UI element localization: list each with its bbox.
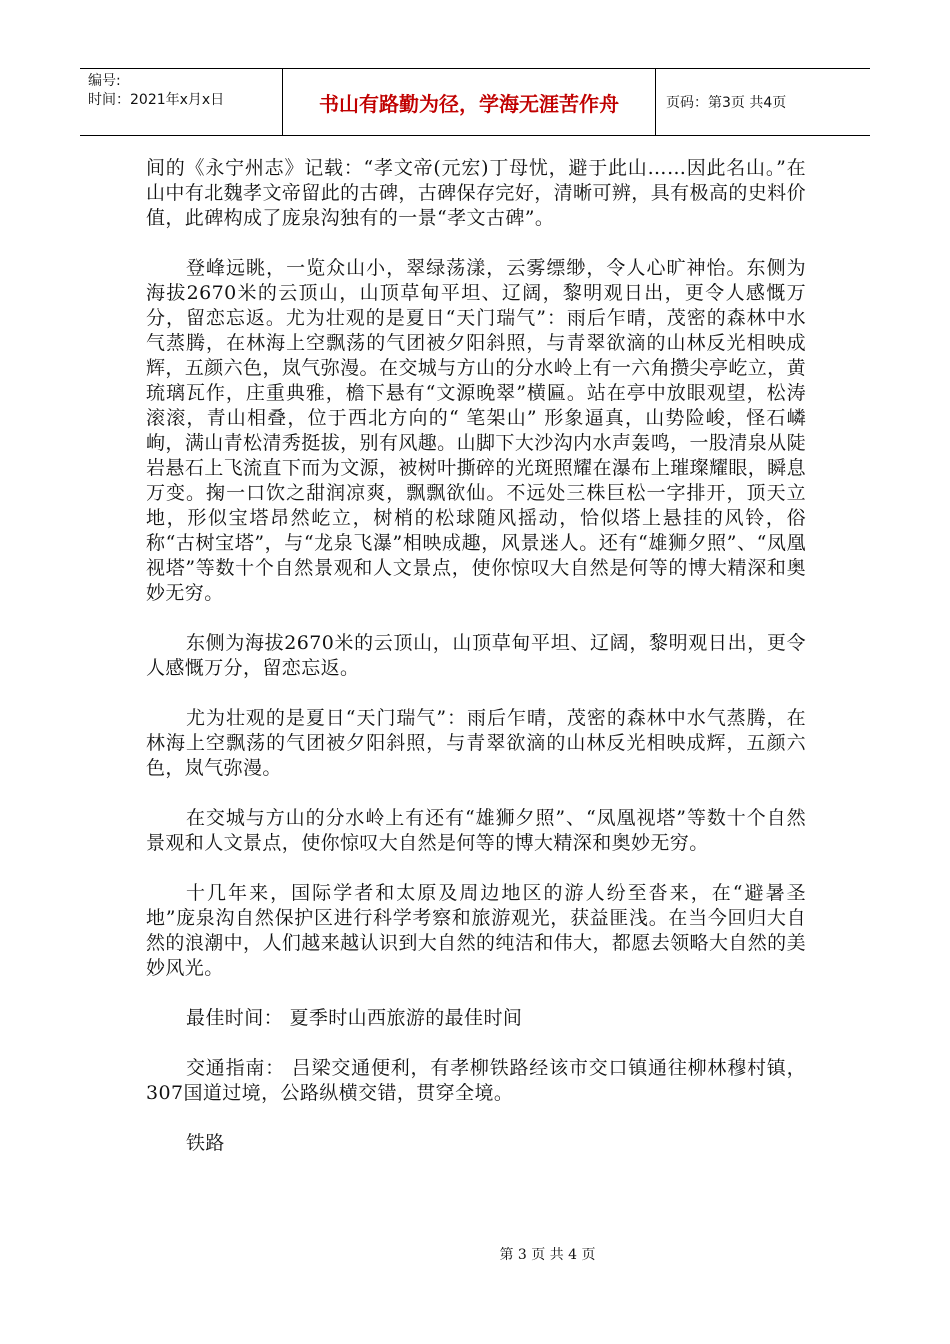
document-body — [146, 156, 806, 1181]
header-motto: 书山有路勤为径，学海无涯苦作舟 — [283, 69, 656, 135]
paragraph: 在交城与方山的分水岭上有还有“雄狮夕照”、“凤凰视塔”等数十个自然景观和人文景点，使你惊叹大自然是何等的博大精深和奥妙无穷。 — [146, 807, 806, 854]
paragraph: 间的《永宁州志》记载：“孝文帝(元宏)丁母忧，避于此山……因此名山。”在山中有北魏孝文帝留此的古碑，古碑保存完好，清晰可辨，具有极高的史料价值，此碑构成了庞泉沟独有的一景“孝文古碑”。 — [146, 157, 806, 229]
paragraph: 最佳时间： 夏季时山西旅游的最佳时间 — [186, 1007, 523, 1029]
paragraph: 交通指南： 吕梁交通便利，有孝柳铁路经该市交口镇通往柳林穆村镇，307国道过境，公路纵横交错，贯穿全境。 — [146, 1057, 806, 1104]
paragraph: 东侧为海拔2670米的云顶山，山顶草甸平坦、辽阔，黎明观日出，更令人感慨万分，留恋忘返。 — [146, 632, 806, 679]
paragraph: 铁路 — [186, 1132, 225, 1154]
number-label: 编号: — [88, 73, 121, 89]
paragraph: 十几年来，国际学者和太原及周边地区的游人纷至沓来，在“避暑圣地”庞泉沟自然保护区进行科学考察和旅游观光，获益匪浅。在当今回归大自然的浪潮中，人们越来越认识到大自然的纯洁和伟大，都愿去领略大自然的美妙风光。 — [146, 882, 806, 979]
time-label: 时间：2021年x月x日 — [88, 92, 225, 108]
page-header — [80, 68, 870, 136]
header-page-info: 页码：第3页 共4页 — [666, 95, 787, 111]
paragraph: 尤为壮观的是夏日“天门瑞气”：雨后乍晴，茂密的森林中水气蒸腾，在林海上空飘荡的气团被夕阳斜照，与青翠欲滴的山林反光相映成辉，五颜六色，岚气弥漫。 — [146, 707, 806, 779]
header-meta — [80, 69, 283, 135]
page-footer: 第 3 页 共 4 页 — [499, 1247, 596, 1263]
paragraph: 登峰远眺，一览众山小，翠绿荡漾，云雾缥缈，令人心旷神怡。东侧为海拔2670米的云顶山，山顶草甸平坦、辽阔，黎明观日出，更令人感慨万分，留恋忘返。尤为壮观的是夏日“天门瑞气”：雨后乍晴，茂密的森林中水气蒸腾，在林海上空飘荡的气团被夕阳斜照，与青翠欲滴的山林反光相映成辉，五颜六色，岚气弥漫。在交城与方山的分水岭上有一六角攒尖亭屹立，黄琉璃瓦作，庄重典雅，檐下悬有“文源晚翠”横匾。站在亭中放眼观望，松涛滚滚，青山相叠，位于西北方向的“ 笔架山” 形象逼真，山势险峻，怪石嶙峋，满山青松清秀挺拔，别有风趣。山脚下大沙沟内水声轰鸣，一股清泉从陡岩悬石上飞流直下而为文源，被树叶撕碎的光斑照耀在瀑布上璀璨耀眼，瞬息万变。掬一口饮之甜润凉爽，飘飘欲仙。不远处三株巨松一字排开，顶天立地，形似宝塔昂然屹立，树梢的松球随风摇动，恰似塔上悬挂的风铃，俗称“古树宝塔”，与“龙泉飞瀑”相映成趣，风景迷人。还有“雄狮夕照”、“凤凰视塔”等数十个自然景观和人文景点，使你惊叹大自然是何等的博大精深和奥妙无穷。 — [146, 257, 806, 604]
